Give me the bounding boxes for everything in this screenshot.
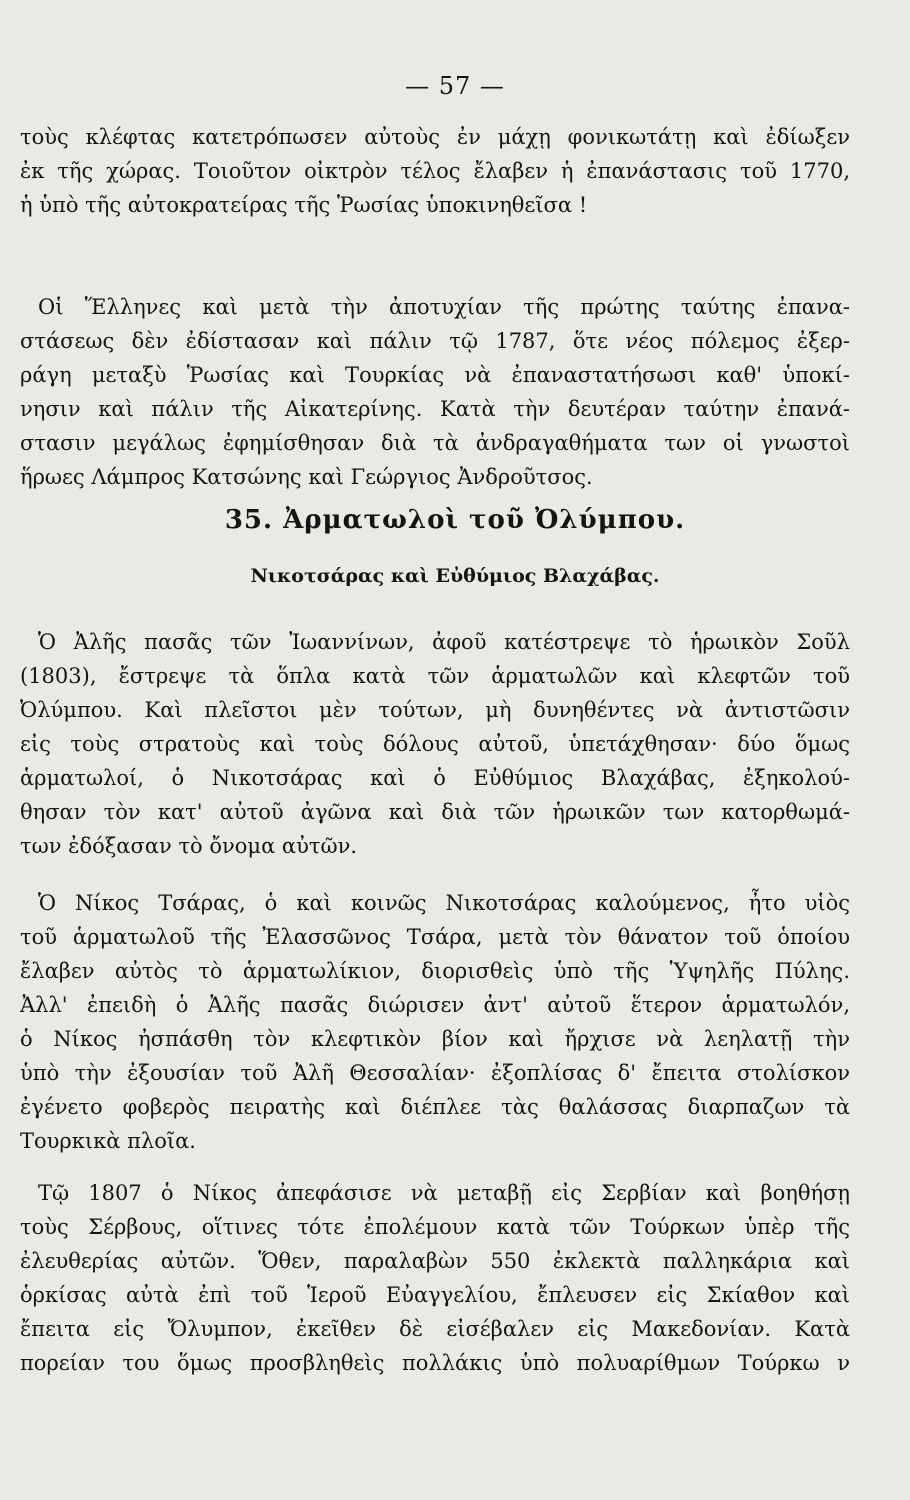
text-line: ἡ ὑπὸ τῆς αὐτοκρατείρας τῆς Ῥωσίας ὑποκινηθεῖσα ! bbox=[20, 193, 588, 217]
text-line: εἰς τοὺς στρατοὺς καὶ τοὺς δόλους αὐτοῦ, ὑπετάχθησαν· δύο ὅμως bbox=[20, 732, 850, 756]
text-line: των ἐδόξασαν τὸ ὄνομα αὐτῶν. bbox=[20, 834, 358, 858]
text-line: ὑπὸ τὴν ἐξουσίαν τοῦ Ἀλῆ Θεσσαλίαν· ἐξοπλίσας δ' ἔπειτα στολίσκον bbox=[20, 1061, 850, 1085]
paragraph-1 bbox=[20, 120, 850, 222]
text-line: Ὀλύμπου. Καὶ πλεῖστοι μὲν τούτων, μὴ δυνηθέντες νὰ ἀντιστῶσιν bbox=[20, 698, 850, 722]
paragraph-3 bbox=[20, 625, 850, 863]
text-line: ἥρωες Λάμπρος Κατσώνης καὶ Γεώργιος Ἀνδροῦτσος. bbox=[20, 465, 593, 489]
text-line: ἔλαβεν αὐτὸς τὸ ἁρματωλίκιον, διορισθεὶς ὑπὸ τῆς Ὑψηλῆς Πύλης. bbox=[20, 959, 850, 983]
paragraph-4 bbox=[20, 886, 850, 1158]
page-number: — 57 — bbox=[405, 72, 505, 100]
text-line: στάσεως δὲν ἐδίστασαν καὶ πάλιν τῷ 1787, ὅτε νέος πόλεμος ἐξερ- bbox=[20, 329, 850, 353]
text-line: Τουρκικὰ πλοῖα. bbox=[20, 1129, 196, 1153]
paragraph-2 bbox=[20, 290, 850, 494]
text-line: θησαν τὸν κατ' αὐτοῦ ἀγῶνα καὶ διὰ τῶν ἡρωικῶν των κατορθωμά- bbox=[20, 800, 850, 824]
text-line: Ὁ Ἀλῆς πασᾶς τῶν Ἰωαννίνων, ἀφοῦ κατέστρεψε τὸ ἡρωικὸν Σοῦλ bbox=[38, 630, 850, 654]
text-line: ἐκ τῆς χώρας. Τοιοῦτον οἰκτρὸν τέλος ἔλαβεν ἡ ἐπανάστασις τοῦ 1770, bbox=[20, 159, 850, 183]
text-line: ὁρκίσας αὐτὰ ἐπὶ τοῦ Ἱεροῦ Εὐαγγελίου, ἔπλευσεν εἰς Σκίαθον καὶ bbox=[20, 1283, 850, 1307]
section-subheading: Νικοτσάρας καὶ Εὐθύμιος Βλαχάβας. bbox=[250, 565, 660, 587]
text-line: Οἱ Ἕλληνες καὶ μετὰ τὴν ἀποτυχίαν τῆς πρώτης ταύτης ἐπανα- bbox=[38, 295, 850, 319]
text-line: ράγη μεταξὺ Ῥωσίας καὶ Τουρκίας νὰ ἐπαναστατήσωσι καθ' ὑποκί- bbox=[20, 363, 850, 387]
section-heading: 35. Ἀρματωλοὶ τοῦ Ὀλύμπου. bbox=[224, 505, 686, 535]
text-line: πορείαν του ὅμως προσβληθεὶς πολλάκις ὑπὸ πολυαρίθμων Τούρκω ν bbox=[20, 1351, 850, 1375]
text-line: ὁ Νίκος ἠσπάσθη τὸν κλεφτικὸν βίον καὶ ἤρχισε νὰ λεηλατῇ τὴν bbox=[20, 1027, 850, 1051]
text-line: ἁρματωλοί, ὁ Νικοτσάρας καὶ ὁ Εὐθύμιος Βλαχάβας, ἐξηκολού- bbox=[20, 766, 850, 790]
text-line: ἐλευθερίας αὐτῶν. Ὅθεν, παραλαβὼν 550 ἐκλεκτὰ παλληκάρια καὶ bbox=[20, 1249, 850, 1273]
text-line: τοῦ ἁρματωλοῦ τῆς Ἐλασσῶνος Τσάρα, μετὰ τὸν θάνατον τοῦ ὁποίου bbox=[20, 925, 850, 949]
text-line: ἐγένετο φοβερὸς πειρατὴς καὶ διέπλεε τὰς θαλάσσας διαρπαζων τὰ bbox=[20, 1095, 850, 1119]
text-line: στασιν μεγάλως ἐφημίσθησαν διὰ τὰ ἀνδραγαθήματα των οἱ γνωστοὶ bbox=[20, 431, 850, 455]
text-line: Ἀλλ' ἐπειδὴ ὁ Ἀλῆς πασᾶς διώρισεν ἀντ' αὐτοῦ ἕτερον ἁρματωλόν, bbox=[20, 993, 850, 1017]
text-line: ἔπειτα εἰς Ὄλυμπον, ἐκεῖθεν δὲ εἰσέβαλεν εἰς Μακεδονίαν. Κατὰ bbox=[20, 1317, 850, 1341]
paragraph-5 bbox=[20, 1176, 850, 1380]
text-line: τοὺς κλέφτας κατετρόπωσεν αὐτοὺς ἐν μάχῃ φονικωτάτῃ καὶ ἐδίωξεν bbox=[20, 125, 850, 149]
text-line: τοὺς Σέρβους, οἵτινες τότε ἐπολέμουν κατὰ τῶν Τούρκων ὑπὲρ τῆς bbox=[20, 1215, 850, 1239]
text-line: Ὁ Νίκος Τσάρας, ὁ καὶ κοινῶς Νικοτσάρας καλούμενος, ἦτο υἱὸς bbox=[38, 891, 850, 915]
text-line: (1803), ἔστρεψε τὰ ὅπλα κατὰ τῶν ἁρματωλῶν καὶ κλεφτῶν τοῦ bbox=[20, 664, 850, 688]
text-line: νησιν καὶ πάλιν τῆς Αἰκατερίνης. Κατὰ τὴν δευτέραν ταύτην ἐπανά- bbox=[20, 397, 850, 421]
text-line: Τῷ 1807 ὁ Νίκος ἀπεφάσισε νὰ μεταβῇ εἰς Σερβίαν καὶ βοηθήσῃ bbox=[38, 1181, 850, 1205]
